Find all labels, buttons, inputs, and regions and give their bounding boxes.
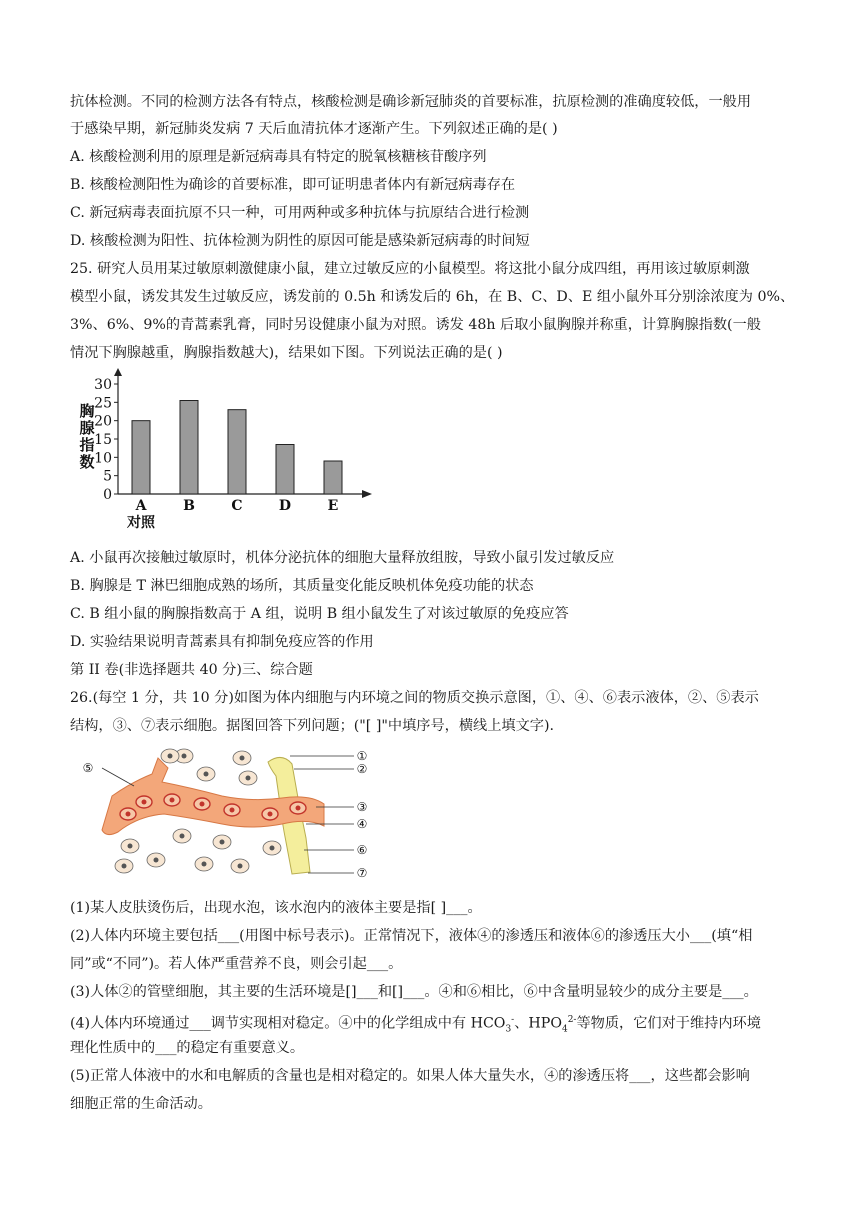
question-26: 26.(每空 1 分，共 10 分)如图为体内细胞与内环境之间的物质交换示意图，①、④、⑥表示液体，②、⑤表示 [70,690,759,706]
text-span: (4)人体内环境通过___调节实现相对稳定。④中的化学组成中有 HCO [70,1015,506,1032]
diagram-label: ⑦ [356,866,368,880]
cell-nucleus [204,772,209,777]
option-b: B. 胸腺是 T 淋巴细胞成熟的场所，其质量变化能反映机体免疫功能的状态 [70,578,534,594]
subquestion-3: (3)人体②的管壁细胞，其主要的生活环境是[]___和[]___。④和⑥相比，⑥中含量明显较少的成分主要是___。 [70,984,758,1000]
y-tick-label: 30 [94,377,112,393]
text-line: 情况下胸腺越重，胸腺指数越大)，结果如下图。下列说法正确的是( ) [70,345,503,361]
blood-cell-center [296,806,301,811]
x-tick-label: E [327,498,339,514]
cell-nucleus [180,834,185,839]
blood-cell-center [142,800,147,805]
y-axis-label: 数 [79,453,95,471]
x-tick-label: C [231,498,243,514]
y-axis-label: 指 [79,436,95,454]
cell-nucleus [154,858,159,863]
blood-cell-center [126,812,131,817]
blood-cell-center [200,802,205,807]
y-tick-label: 20 [94,413,112,430]
bar-C [228,410,246,494]
cell-nucleus [246,776,251,781]
cell-nucleus [220,840,225,845]
subquestion-2: (2)人体内环境主要包括___(用图中标号表示)。正常情况下，液体④的渗透压和液体⑥的渗透压大小___(填“相 [70,928,753,944]
cell-nucleus [128,844,133,849]
text-line: 抗体检测。不同的检测方法各有特点，核酸检测是确诊新冠肺炎的首要标准，抗原检测的准确度较低，一般用 [70,94,752,110]
text-line: 结构，③、⑦表示细胞。据图回答下列问题；("[ ]"中填序号，横线上填文字). [70,718,555,734]
bar-D [276,445,294,495]
y-tick-label: 10 [94,450,112,467]
cell-nucleus [122,864,127,869]
y-tick-label: 5 [103,468,112,485]
cell-nucleus [270,846,275,851]
y-tick-label: 0 [103,487,112,503]
text-span: 、HPO [514,1015,562,1032]
option-d: D. 实验结果说明青蒿素具有抑制免疫应答的作用 [70,634,374,650]
option-c: C. 新冠病毒表面抗原不只一种，可用两种或多种抗体与抗原结合进行检测 [70,205,530,221]
blood-cell-center [170,798,175,803]
diagram-label: ⑥ [356,843,368,857]
diagram-label: ② [356,762,368,776]
subquestion-1: (1)某人皮肤烫伤后，出现水泡，该水泡内的液体主要是指[ ]___。 [70,900,482,916]
option-a: A. 小鼠再次接触过敏原时，机体分泌抗体的细胞大量释放组胺，导致小鼠引发过敏反应 [70,550,615,566]
cell-exchange-diagram [72,738,378,886]
option-a: A. 核酸检测利用的原理是新冠病毒具有特定的脱氧核糖核苷酸序列 [70,149,487,165]
bar-A [132,421,150,494]
bar-chart [70,368,390,538]
y-axis-arrow [114,368,122,376]
diagram-label: ④ [356,817,368,831]
cell-nucleus [182,754,187,759]
cell-nucleus [168,754,173,759]
cell-nucleus [240,756,245,761]
cell-nucleus [202,862,207,867]
option-b: B. 核酸检测阳性为确诊的首要标准，即可证明患者体内有新冠病毒存在 [70,177,516,193]
y-axis-label: 胸 [79,402,95,420]
text-line: 理化性质中的___的稳定有重要意义。 [70,1040,305,1056]
text-line: 细胞正常的生命活动。 [70,1096,212,1112]
option-c: C. B 组小鼠的胸腺指数高于 A 组，说明 B 组小鼠发生了对该过敏原的免疫应答 [70,606,569,622]
superscript: - [511,1015,515,1025]
blood-cell-center [268,812,273,817]
x-tick-label: D [278,498,292,514]
text-line: 3%、6%、9%的青蒿素乳膏，同时另设健康小鼠为对照。诱发 48h 后取小鼠胸腺并称重，计算胸腺指数(一般 [70,317,761,333]
text-span: 等物质，它们对于维持内环境 [576,1015,761,1032]
y-axis-label: 腺 [79,419,95,437]
section-heading: 第 II 卷(非选择题共 40 分)三、综合题 [70,662,313,678]
diagram-label: ① [356,749,368,763]
x-tick-label: B [183,498,195,514]
bar-B [180,401,198,495]
cell-nucleus [238,864,243,869]
subscript: 4 [561,1024,568,1035]
diagram-label: ③ [356,800,368,814]
subscript: 3 [505,1024,512,1035]
blood-cell-center [230,808,235,813]
y-tick-label: 15 [94,432,112,448]
superscript: 2- [567,1015,577,1025]
text-line: 模型小鼠，诱发其发生过敏反应，诱发前的 0.5h 和诱发后的 6h，在 B、C、D、E 组小鼠外耳分别涂浓度为 0%、 [70,289,795,305]
subquestion-5: (5)正常人体液中的水和电解质的含量也是相对稳定的。如果人体大量失水，④的渗透压将___，这些都会影响 [70,1068,750,1084]
control-label: 对照 [127,515,155,531]
subquestion-4 [70,1010,792,1040]
y-tick-label: 25 [94,395,112,412]
option-d: D. 核酸检测为阳性、抗体检测为阴性的原因可能是感染新冠病毒的时间短 [70,233,530,249]
diagram-label: ⑤ [82,761,94,775]
text-line: 于感染早期，新冠肺炎发病 7 天后血清抗体才逐渐产生。下列叙述正确的是( ) [70,121,558,137]
x-axis-arrow [362,490,372,498]
x-tick-label: A [135,498,147,514]
text-line: 同”或“不同”)。若人体严重营养不良，则会引起___。 [70,956,403,972]
question-25: 25. 研究人员用某过敏原刺激健康小鼠，建立过敏反应的小鼠模型。将这批小鼠分成四组，再用该过敏原刺激 [70,261,750,277]
bar-E [324,461,342,494]
